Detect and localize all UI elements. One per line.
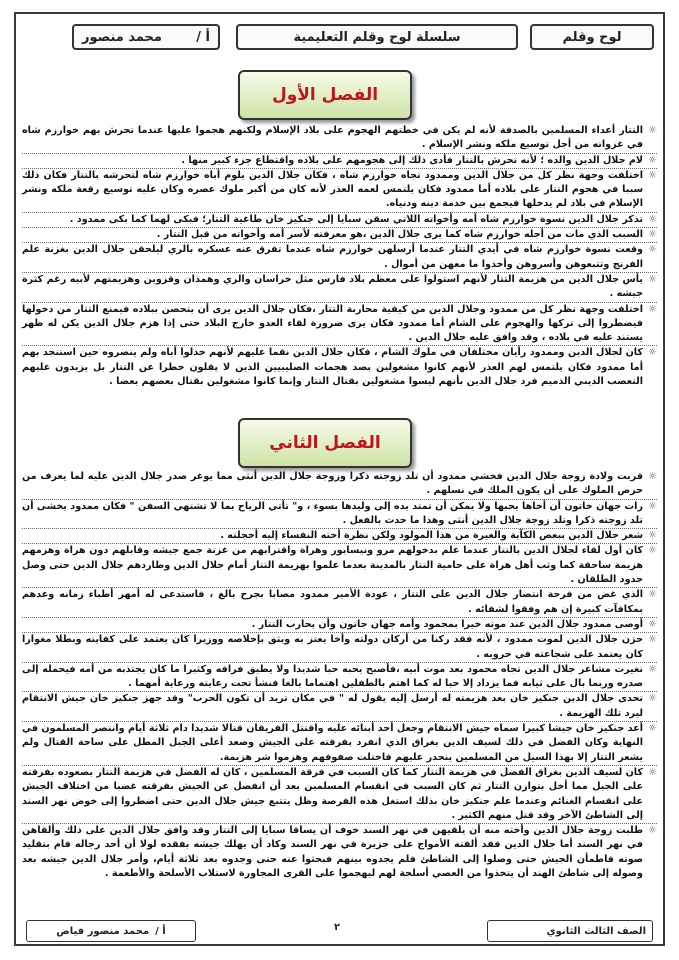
author-name: محمد منصور — [82, 29, 162, 45]
footer-author-prefix: أ / — [155, 925, 166, 937]
paragraph-text: أوصى ممدود جلال الدين عند موته خيرا بمحمود وأمه جهان جاتون وأن يحارب التتار . — [251, 618, 643, 630]
paragraph-text: اختلفت وجهة نظر كل من جلال الدين وممدود تجاه خوارزم شاه ، فكان جلال الدين يلوم أباه خوارزم شاه لتحرشه بالتتار فكان ذلك سببا في هجوم التتار على بلاده أما ممدود فكان يلتمس لعمه العذر لأنه كان من أكبر ملوك عصره وكان عليه توسيع رقعة ملكه ونشر الإسلام في بلاد لم يدخلها فيجمع بين خدمة دينه ودنياه. — [22, 169, 643, 210]
author-prefix: أ / — [196, 29, 210, 45]
sun-bullet-icon: ☼ — [648, 347, 657, 359]
sun-bullet-icon: ☼ — [648, 634, 657, 646]
brand-label: لوح وقلم — [562, 29, 622, 45]
paragraph — [22, 272, 657, 302]
paragraph — [22, 632, 657, 662]
sun-bullet-icon: ☼ — [648, 244, 657, 256]
page-number: ٢ — [334, 922, 341, 933]
paragraph — [22, 543, 657, 587]
sun-bullet-icon: ☼ — [648, 154, 657, 166]
paragraph — [22, 528, 657, 543]
sun-bullet-icon: ☼ — [648, 229, 657, 241]
sun-bullet-icon: ☼ — [648, 545, 657, 557]
chapter-one-title — [238, 70, 412, 120]
paragraph-text: رات جهان خاتون أن أخاها يحبها ولا يمكن أن تمتد يده إلى وليدها بسوء ، و" تأتي الرياح بما لا تشتهي السفن " فكان ممدود يخشى أن تلد زوجته ذكرا وتلد زوجة جلال الدين أنثى وهذا ما حدث بالفعل . — [22, 500, 643, 526]
paragraph — [22, 168, 657, 212]
series-title-box — [236, 24, 518, 50]
sun-bullet-icon: ☼ — [648, 723, 657, 735]
paragraph — [22, 499, 657, 529]
brand-box — [530, 24, 654, 50]
chapter-one-title-text: الفصل الأول — [271, 85, 379, 105]
paragraph — [22, 721, 657, 765]
paragraph — [22, 345, 657, 389]
sun-bullet-icon: ☼ — [648, 589, 657, 601]
paragraph — [22, 124, 657, 153]
paragraph-text: طلبت زوجة جلال الدين وأخته منه أن يلقيهن في نهر السند خوف أن يساقا سبايا إلى التتار وقد وافق جلال الدين على ذلك وألقاهن في نهر السند أما جلال الدين فقد ألقته الأمواج على جزيرة في نهر السند وكاد أن يهلك جيشه بفقده لولا أن أحد رجاله قام بتقليد صوته فاطمأن الجيش حتى وصلوا إلى الشاطئ فلم يجدوه بينهم فبحثوا عنه حتى وجدوه بعد ثلاثة أيام، وأمر جلال الدين جيشه بعد وصوله إلى شاطئ الهند أن يتخذوا من العصي أسلحة لهم ليهجموا على القرى المجاورة لاستلاب الأسلحة والأطعمة . — [22, 825, 643, 880]
chapter-two-body — [22, 470, 657, 881]
paragraph-text: التتار أعداء المسلمين بالصدفة لأنه لم يكن في خطتهم الهجوم على بلاد الإسلام ولكنهم هجموا عليها عندما تحرش بهم خوارزم شاه في غزواته من أجل توسيع ملكه ونشر الإسلام . — [22, 125, 643, 151]
paragraph-text: اختلفت وجهة نظر كل من ممدود وجلال الدين من كيفية محاربة التتار ،فكان جلال الدين يرى أن يتحصن ببلاده فيمنع التتار من دخولها فيضطروا إلى تركها والهجوم على الشام أما ممدود فكان يرى ضرورة لقاء العدو خارج البلاد حتى إذا هزم جلال الدين يكن له ظهر يستند عليه في بلاده ، وقد وافق عليه جلال الدين . — [22, 303, 643, 344]
paragraph-text: أعد جنكيز خان جيشا كبيرا سماه جيش الانتقام وجعل أحد أبنائه عليه واقتتل الفريقان قتالا شديدا دام ثلاثة أيام وانتصر المسلمون في النهاية وكان الفضل في ذلك لسيف الدين بغراق الذي انفرد بفرقته على الجيش وصعد أعلى الجبل المطل على ساحة القتال ولم يشعر التتار إلا بهذا السيل من المسلمين ينحدر عليهم فاختلت صفوفهم وهزموا شر هزيمة. — [22, 723, 643, 763]
paragraph — [22, 227, 657, 242]
author-box — [72, 24, 220, 50]
paragraph-text: تغيرت مشاعر جلال الدين تجاه محمود بعد موت أبيه ،فأصبح يحبه حبا شديدا ولا يطيق فراقه وكثيرا ما كان يجتذبه من أمه فيحمله إلى صدره وربما بال على ثيابه فما يزداد إلا حبا له كما اهتم بالطفلين اهتماما بالغا فنشأ تحت رعايته ورعاية أمهما . — [22, 663, 643, 690]
paragraph-text: السبب الذي مات من أجله خوارزم شاه كما يرى جلال الدين ،هو معرفته لأسر أمه وأخواته من قبل التتار . — [156, 229, 643, 241]
sun-bullet-icon: ☼ — [648, 500, 657, 512]
paragraph — [22, 153, 657, 168]
footer-author-name: محمد منصور فياض — [56, 925, 150, 937]
paragraph-text: حزن جلال الدين لموت ممدود ، لأنه فقد ركنا من أركان دولته وأخا يعتز به ويثق بإخلاصه ووزيرا كان يعتمد على كفايته وبطلا مغوارا كان يعتمد على شجاعته في حروبه . — [22, 634, 643, 660]
sun-bullet-icon: ☼ — [648, 213, 657, 225]
series-title: سلسلة لوح وقلم التعليمية — [293, 29, 461, 45]
paragraph — [22, 242, 657, 272]
sun-bullet-icon: ☼ — [648, 169, 657, 181]
sun-bullet-icon: ☼ — [648, 766, 657, 778]
paragraph — [22, 302, 657, 346]
paragraph-text: كان أول لقاء لجلال الدين بالتتار عندما علم بدخولهم مرو ونيسابور وهراة واقترابهم من غزنة جمع جيشه وقابلهم دون هراة وهزمهم هزيمة ساحقة كما وثب أهل هراة على حامية التتار بالمدينة بعدما علموا بهزيمة التتار أمام جلال الدين وطاردهم جلال الدين حتى وصل حدود الطلقان . — [22, 545, 643, 586]
paragraph-text: وقعت نسوة خوارزم شاه في أيدي التتار عندما أرسلهن خوارزم شاه عندما تفرق عنه عسكره بالري ليلحقن جلال الدين بغزنة علم الفرنج وتتبعوهن وأسروهن وأخذوا ما معهن من أموال . — [22, 244, 643, 270]
paragraph — [22, 691, 657, 721]
paragraph — [22, 587, 657, 617]
chapter-two-title-text: الفصل الثاني — [269, 433, 381, 453]
paragraph — [22, 662, 657, 692]
sun-bullet-icon: ☼ — [648, 125, 657, 136]
sun-bullet-icon: ☼ — [648, 663, 657, 675]
paragraph-text: شعر جلال الدين ببعض الكآبة والغيرة من هذا المولود ولكن نظرة أخته النفساء إليه أخجلته . — [220, 530, 643, 542]
paragraph-text: يأس جلال الدين من هزيمة التتار لأنهم استولوا على معظم بلاد فارس مثل خراسان والري وهمذان وقزوين وهزيمتهم لأبيه رغم كثرة جيشه . — [22, 273, 643, 300]
footer-author-box — [26, 920, 196, 942]
paragraph — [22, 617, 657, 632]
sun-bullet-icon: ☼ — [648, 273, 657, 285]
paragraph-text: الذي غض من فرحة انتصار جلال الدين على التتار ، عودة الأمير ممدود مصابا بجرح بالغ ، فاستدعى له أمهر أطباء زمانه وعدهم بمكافآت كبيرة إن هم وفقوا لشفائه . — [22, 589, 643, 615]
sun-bullet-icon: ☼ — [648, 825, 657, 837]
paragraph-text: لام جلال الدين والده ؛ لأنه تحرش بالتتار فأدى ذلك إلى هجومهم على بلاده واقتطاع جزء كبير منها . — [181, 154, 643, 166]
paragraph — [22, 823, 657, 881]
chapter-one-body — [22, 124, 657, 389]
paragraph-text: كان لجلال الدين وممدود رأيان مختلفان في ملوك الشام ، فكان جلال الدين نقما عليهم لأنهم خذلوا أباه ولم ينصروه حين استنجد بهم أما ممدود فكان يلتمس لهم العذر لأنهم كانوا مشغولين بصد هجمات الصليبيين الذين لا يقلون خطرا عن التتار بل يزيدون عليهم التعصب الديني الذميم فرد جلال الدين بأنهم ليسوا مشغولين بقتال التتار وإنما كانوا مشغولين بقتال بعضهم بعضا . — [22, 347, 643, 388]
paragraph — [22, 212, 657, 227]
footer-grade-box — [487, 920, 653, 942]
paragraph-text: قربت ولادة زوجة جلال الدين فخشي ممدود أن تلد زوجته ذكرا وزوجة جلال الدين أنثى مما يوغر صدر جلال الدين عليه لما يعرف من حرص الملوك على أن يكون الملك في نسلهم . — [22, 471, 643, 497]
chapter-two-title — [238, 418, 412, 468]
sun-bullet-icon: ☼ — [648, 530, 657, 542]
paragraph-text: تذكر جلال الدين نسوة خوارزم شاه أمه وأخواته اللاتي سقن سبايا إلى جنكيز خان طاغية التتار؛ فبكى لهما كما بكى ممدود . — [69, 213, 643, 225]
paragraph-text: كان لسيف الدين بغراق الفضل في هزيمة التتار كما كان السبب في فرقة المسلمين ، كان له الفضل في هزيمة التتار بصعوده بفرقته على الجبل مما أخل بتوازن التتار ثم كان السبب في انقسام المسلمين بعد أن انفصل عن الجيش بفرقته غضبا من اختلاف الجيش على انقسام الغنائم وعندما علم جنكيز خان بذلك استغل هذه الفرصة وظل يتتبع جيش جلال الدين حتى اضطروا إلى خوض نهر السند إلى الشاطئ الآخر وقد قتل منهم الكثير . — [22, 766, 643, 821]
paragraph — [22, 765, 657, 823]
paragraph-text: تحدى جلال الدين جنكيز خان بعد هزيمته له أرسل إليه يقول له " في مكان تريد أن تكون الحرب" وقد جهز جنكيز خان جيش الانتقام ليرد تلك الهزيمة . — [22, 693, 643, 719]
sun-bullet-icon: ☼ — [648, 693, 657, 705]
paragraph — [22, 470, 657, 499]
footer-grade-label: الصف الثالث الثانوي — [546, 925, 646, 937]
sun-bullet-icon: ☼ — [648, 303, 657, 315]
sun-bullet-icon: ☼ — [648, 618, 657, 630]
sun-bullet-icon: ☼ — [648, 471, 657, 482]
